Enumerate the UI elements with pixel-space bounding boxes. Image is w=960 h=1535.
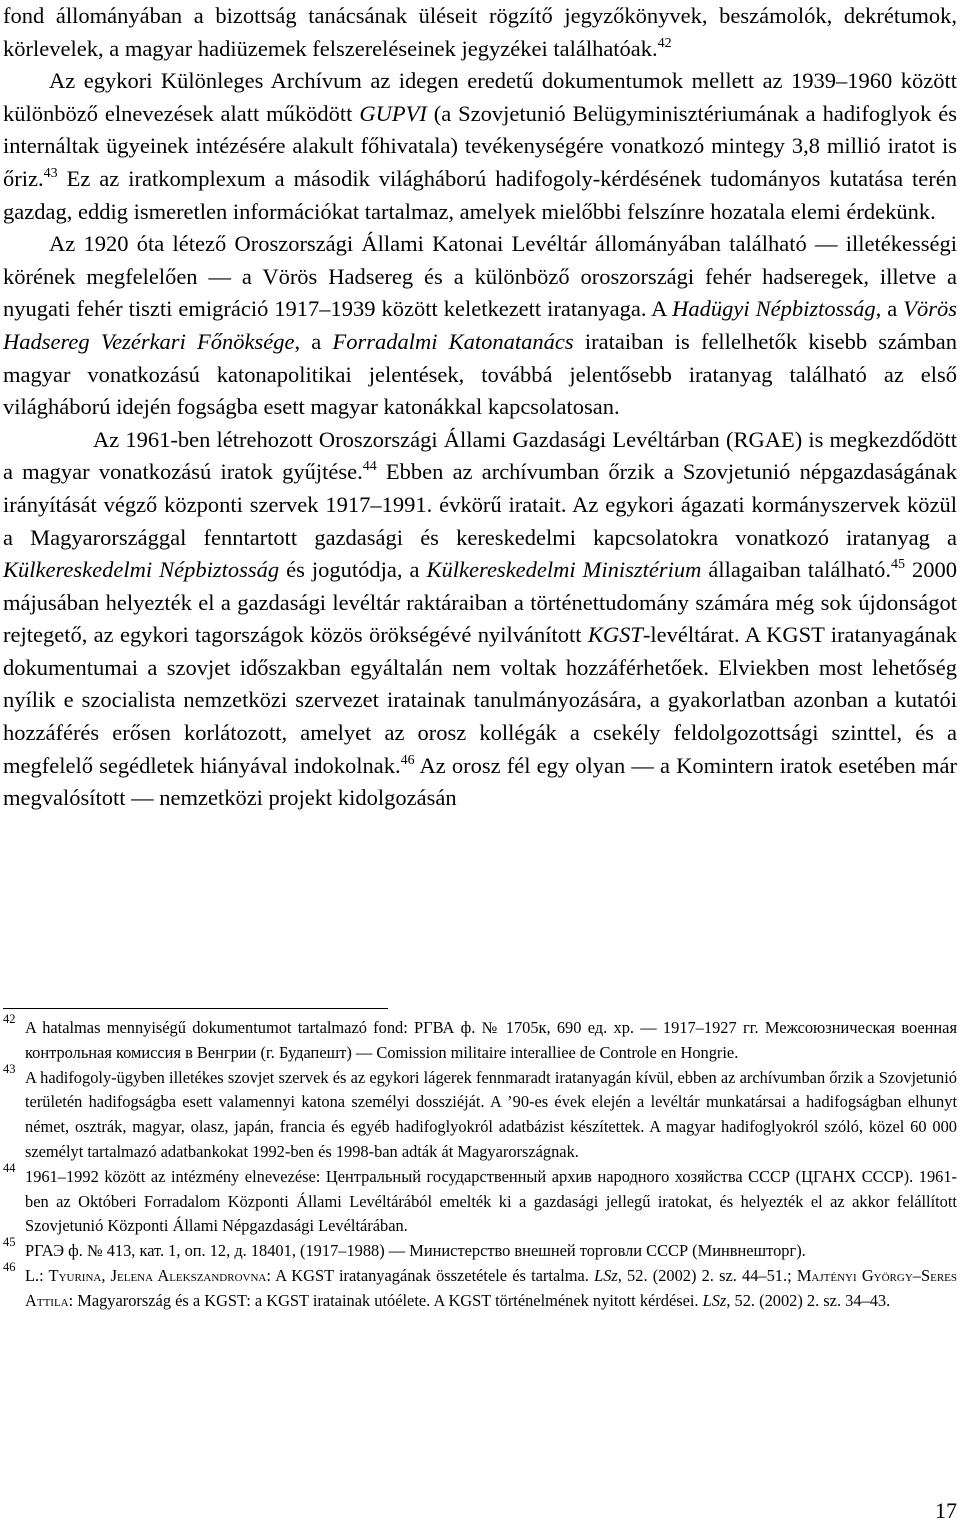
text-span: Az orosz fél egy olyan — a Komintern iratok esetében már megvalósított — nemzetközi projekt kidolgozásán [3,752,957,811]
author-initial: –S [912,1265,931,1285]
text-span: Ez az iratkomplexum a második világháború hadifogoly-kérdésének tudományos kutatása terén gazdag, eddig ismeretlen információkat tartalmaz, amelyek mielőbbi felszínre hozatala elemi érdekünk. [3,165,957,224]
author-smallcaps: ttila [36,1290,69,1310]
italic-term: GUPVI [359,100,427,126]
text-span: állagaiban található. [701,557,891,583]
paragraph-1 [3,0,957,65]
text-span: , a [875,296,904,322]
italic-term: Vörös Hadsereg Vezérkari Főnöksége [3,296,957,354]
journal-abbrev: LSz [594,1265,618,1285]
footnote-separator [3,1008,388,1009]
author-smallcaps: ajtényi [811,1265,857,1285]
author-smallcaps: eres [930,1265,958,1285]
text-span: , a [294,328,333,354]
footnote-44 [3,1160,957,1239]
text-span: Az egykori Különleges Archívum az idegen eredetű dokumentumok mellett az 1939–1960 között különböző elnevezések alatt működött [3,68,957,126]
text-span: (a Szovjetunió Belügyminisztériumának a hadifoglyok és internáltak ügyeinek intézésére alakult főhivatala) tevékenységére vonatkozó mintegy 3,8 millió iratot is őriz. [3,100,957,191]
footnote-number: 45 [3,1235,16,1250]
footnote-text: A hatalmas mennyiségű dokumentumot tartalmazó fond: РГВА ф. № 1705к, 690 ед. хр. — 1917–1927 гг. Межсоюзническая военная контрольная комиссия в Венгрии (г. Будапешт) — Comission militaire interalliee de Controle en Hongrie. [25,1018,957,1062]
author-initial: A [25,1290,37,1310]
footnote-ref-42[interactable]: 42 [657,35,672,51]
footnote-text: , 52. (2002) 2. sz. 44–51.; [617,1265,797,1285]
footnote-number: 46 [3,1259,16,1274]
italic-term: Külkereskedelmi Népbiztosság [3,557,280,583]
text-span: Az 1920 óta létező Oroszországi Állami Katonai Levéltár állományában található — illetékességi körének megfelelően — a Vörös Hadsereg és a különböző oroszországi fehér hadseregek, illetve a nyugati fehér tiszti emigráció 1917–1939 között keletkezett iratanyaga. A [3,231,957,322]
italic-term: Hadügyi Népbiztosság [672,296,876,322]
journal-abbrev: LSz [702,1290,727,1310]
text-span: és jogutódja, a [279,557,427,583]
author-initial: , J [101,1265,118,1285]
footnotes [3,1012,958,1314]
footnote-text: РГАЭ ф. № 413, кат. 1, оп. 12, д. 18401, (1917–1988) — Министерство внешней торговли СССР (Минвнешторг). [25,1241,806,1261]
text-span: Ebben az archívumban őrzik a Szovjetunió népgazdaságának irányítását végző központi szervek 1917–1991. évkörű iratait. Az egykori ágazati kormányszervek közül a Magyarországgal fenntartott gazdasági és kereskedelmi kapcsolatokra vonatkozó iratanyag a [3,459,958,550]
footnote-ref-46[interactable]: 46 [400,752,415,768]
author-smallcaps: lekszandrovna [169,1265,267,1285]
author-smallcaps: elena [117,1265,154,1285]
text-span: Az 1961-ben létrehozott Oroszországi Állami Gazdasági Levéltárban (RGAE) is megkezdődött a magyar vonatkozású iratok gyűjtése. [3,426,957,485]
footnote-43 [3,1061,957,1165]
paragraph-3 [3,228,957,424]
footnote-number: 44 [3,1160,16,1175]
footnote-42 [3,1012,957,1066]
footnote-ref-44[interactable]: 44 [362,459,377,475]
footnote-text: : A KGST iratanyagának összetétele és tartalma. [266,1265,595,1285]
footnote-45 [3,1235,957,1264]
author-smallcaps: yörgy [873,1265,913,1285]
italic-term: KGST [587,622,643,648]
text-span: 2000 májusában helyezték el a gazdasági levéltár raktáraiban a történettudomány számára még sok újdonságot rejtegető, az egykori tagországok közös örökségévé nyilvánított [3,557,958,648]
footnote-ref-45[interactable]: 45 [891,557,905,573]
italic-term: Külkereskedelmi Minisztérium [426,557,702,583]
paragraph-4 [3,424,957,815]
body-text [3,0,957,815]
footnote-text: , 52. (2002) 2. sz. 34–43. [726,1290,891,1310]
footnote-number: 43 [3,1061,16,1076]
footnote-ref-43[interactable]: 43 [43,165,58,181]
author-initial: M [796,1265,812,1285]
author-initial: L.: T [25,1265,59,1285]
paragraph-2 [3,65,957,228]
author-smallcaps: yurina [58,1265,102,1285]
italic-term: Forradalmi Katonatanács [332,328,574,354]
footnote-46 [3,1259,958,1314]
footnote-number: 42 [3,1012,16,1026]
author-initial: G [856,1265,874,1285]
footnote-text: A hadifogoly-ügyben illetékes szovjet szervek és az egykori lágerek fennmaradt iratanyagán kívül, ebben az archívumban őrzik a Szovjetunió területén hadifogságba esett valamennyi katona személyi dossziéját. A ’90-es évek elején a levéltár munkatársai a hadifogságban elhunyt német, osztrák, magyar, olasz, japán, francia és egyéb hadifoglyokról adatbázist készítettek. A magyar hadifoglyokról szóló, közel 60 000 személyt tartalmazó adatbankokat 1992-ben és 1998-ban adták át Magyarországnak. [25,1067,957,1161]
text-span: -levéltárat. A KGST iratanyagának dokumentumai a szovjet időszakban egyáltalán nem voltak hozzáférhetőek. Elviekben most lehetőség nyílik e szocialista nemzetközi szervezet iratainak tanulmányozására, a gyakorlatban azonban a kutatói hozzáférés erősen korlátozott, amelyet az orosz kollégák a csekély feldolgozottsági szinttel, és a megfelelő segédletek hiányával indokolnak. [3,622,957,778]
page-number: 17 [935,1498,957,1523]
author-initial: A [153,1265,170,1285]
text-span: fond állományában a bizottság tanácsának üléseit rögzítő jegyzőkönyvek, beszámolók, dekrétumok, körlevelek, a magyar hadiüzemek felszereléseinek jegyzékei találhatóak. [3,3,957,61]
footnote-text: : Magyarország és a KGST: a KGST iratainak utóélete. A KGST történelmének nyitott kérdései. [68,1290,703,1310]
text-span: irataiban is fellelhetők kisebb számban magyar vonatkozású katonapolitikai jelentések, továbbá jelentősebb iratanyag található az első világháború idején fogságba esett magyar katonákkal kapcsolatosan. [3,328,957,420]
footnote-text: 1961–1992 között az intézmény elnevezése: Центральный государственный архив народного хозяйства СССР (ЦГАНХ СССР). 1961-ben az Októberi Forradalom Központi Állami Levéltárából emelték ki a gazdasági jellegű iratokat, és helyezték el az akkor felállított Szovjetunió Központi Állami Népgazdasági Levéltárában. [25,1166,957,1236]
